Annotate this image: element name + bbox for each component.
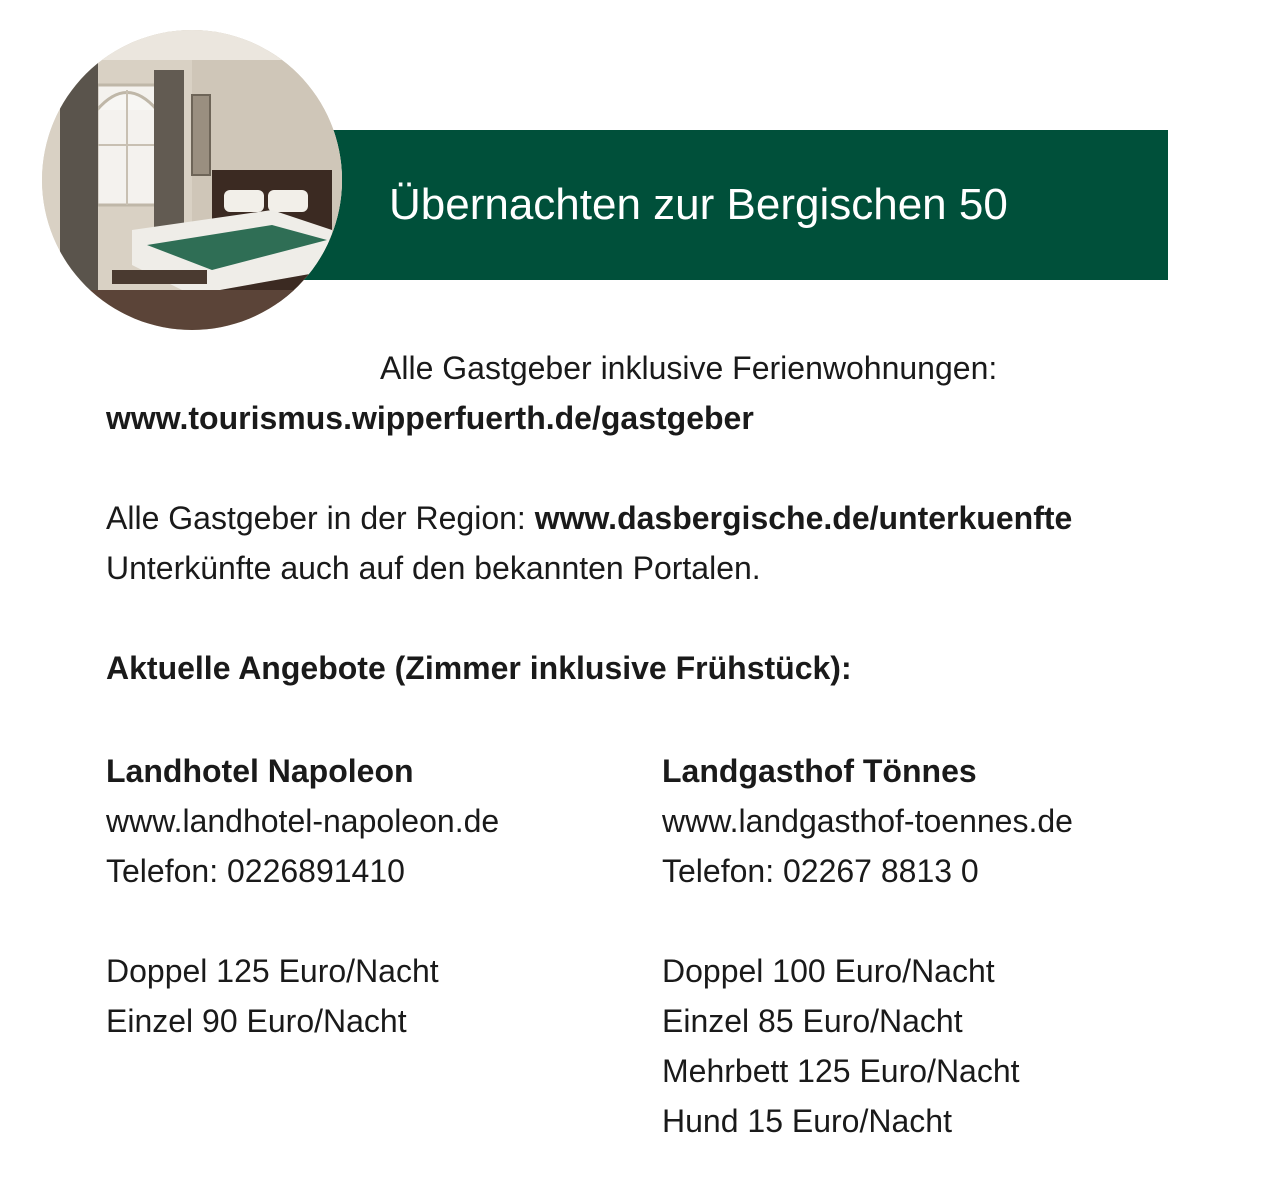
region-label: Alle Gastgeber in der Region: [106, 500, 535, 536]
hotel-column-napoleon [106, 746, 499, 1046]
price-item: Hund 15 Euro/Nacht [662, 1103, 952, 1139]
gastgeber-link[interactable]: www.tourismus.wipperfuerth.de/gastgeber [106, 400, 754, 436]
intro-line: Alle Gastgeber inklusive Ferienwohnungen: [380, 350, 998, 386]
hotel-website[interactable]: www.landhotel-napoleon.de [106, 803, 500, 839]
hotel-room-photo [42, 30, 342, 330]
page-title: Übernachten zur Bergischen 50 [389, 180, 1008, 229]
hotel-name: Landhotel Napoleon [106, 753, 414, 789]
region-link[interactable]: www.dasbergische.de/unterkuenfte [534, 500, 1073, 536]
price-item: Doppel 125 Euro/Nacht [106, 953, 439, 989]
price-item: Mehrbett 125 Euro/Nacht [662, 1053, 1020, 1089]
portals-line: Unterkünfte auch auf den bekannten Portalen. [106, 550, 761, 586]
hotel-column-toennes [662, 746, 1073, 1146]
hotel-phone: Telefon: 0226891410 [106, 853, 405, 889]
hotel-name: Landgasthof Tönnes [662, 753, 977, 789]
region-line [106, 498, 1072, 538]
title-banner [300, 130, 1168, 280]
price-item: Einzel 85 Euro/Nacht [662, 1003, 963, 1039]
price-item: Doppel 100 Euro/Nacht [662, 953, 995, 989]
offers-heading: Aktuelle Angebote (Zimmer inklusive Frühstück): [106, 650, 852, 686]
hotel-website[interactable]: www.landgasthof-toennes.de [662, 803, 1073, 839]
price-item: Einzel 90 Euro/Nacht [106, 1003, 407, 1039]
hotel-phone: Telefon: 02267 8813 0 [662, 853, 979, 889]
